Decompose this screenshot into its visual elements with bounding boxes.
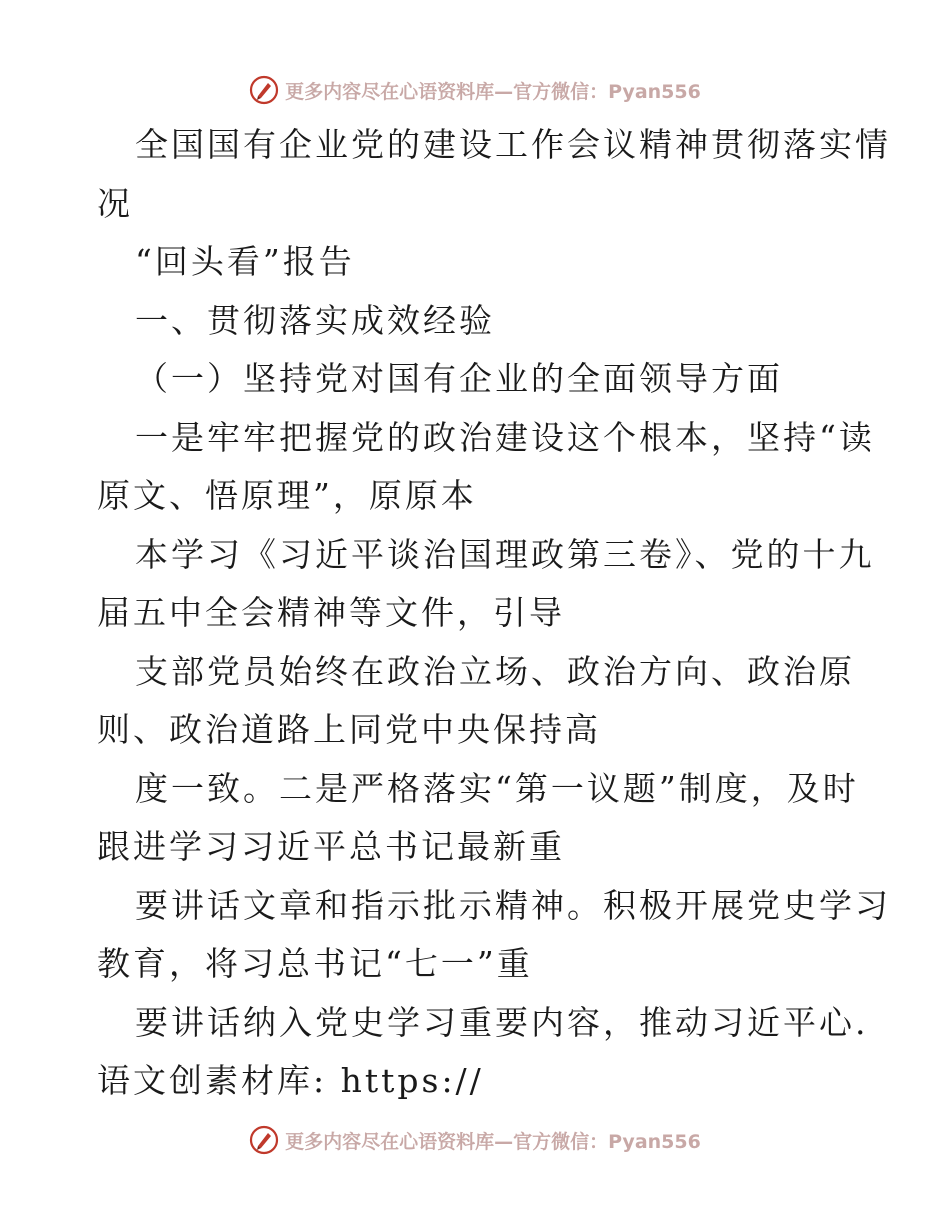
pen-circle-logo-icon — [249, 75, 279, 105]
document-body — [97, 116, 891, 1111]
watermark-text: 更多内容尽在心语资料库—官方微信：Pyan556 — [285, 80, 701, 103]
watermark-text: 更多内容尽在心语资料库—官方微信：Pyan556 — [285, 1130, 701, 1153]
doc-line: 一、贯彻落实成效经验 — [135, 300, 495, 340]
doc-line: “回头看”报告 — [135, 242, 355, 281]
footer-watermark — [0, 1120, 950, 1160]
doc-line: 届五中全会精神等文件，引导 — [97, 593, 565, 632]
doc-line: 一是牢牢把握党的政治建设这个根本，坚持“读 — [135, 417, 875, 457]
doc-line: 度一致。二是严格落实“第一议题”制度，及时 — [135, 768, 859, 808]
doc-line: 况 — [97, 183, 133, 223]
doc-line: 教育，将习总书记“七一”重 — [97, 944, 533, 983]
doc-line: 本学习《习近平谈治国理政第三卷》、党的十九 — [135, 534, 875, 574]
doc-line: （一）坚持党对国有企业的全面领导方面 — [135, 359, 783, 398]
doc-line: 语文创素材库: https:// — [97, 1061, 484, 1100]
doc-line: 原文、悟原理”，原原本 — [97, 476, 477, 515]
doc-line: 则、政治道路上同党中央保持高 — [97, 710, 601, 749]
doc-line: 全国国有企业党的建设工作会议精神贯彻落实情 — [135, 125, 891, 164]
doc-line: 支部党员始终在政治立场、政治方向、政治原 — [135, 651, 855, 691]
pen-circle-logo-icon — [249, 1125, 279, 1155]
header-watermark — [0, 70, 950, 110]
doc-line: 要讲话纳入党史学习重要内容，推动习近平心. — [135, 1002, 869, 1042]
doc-line: 跟进学习习近平总书记最新重 — [97, 827, 565, 866]
doc-line: 要讲话文章和指示批示精神。积极开展党史学习 — [135, 885, 891, 925]
